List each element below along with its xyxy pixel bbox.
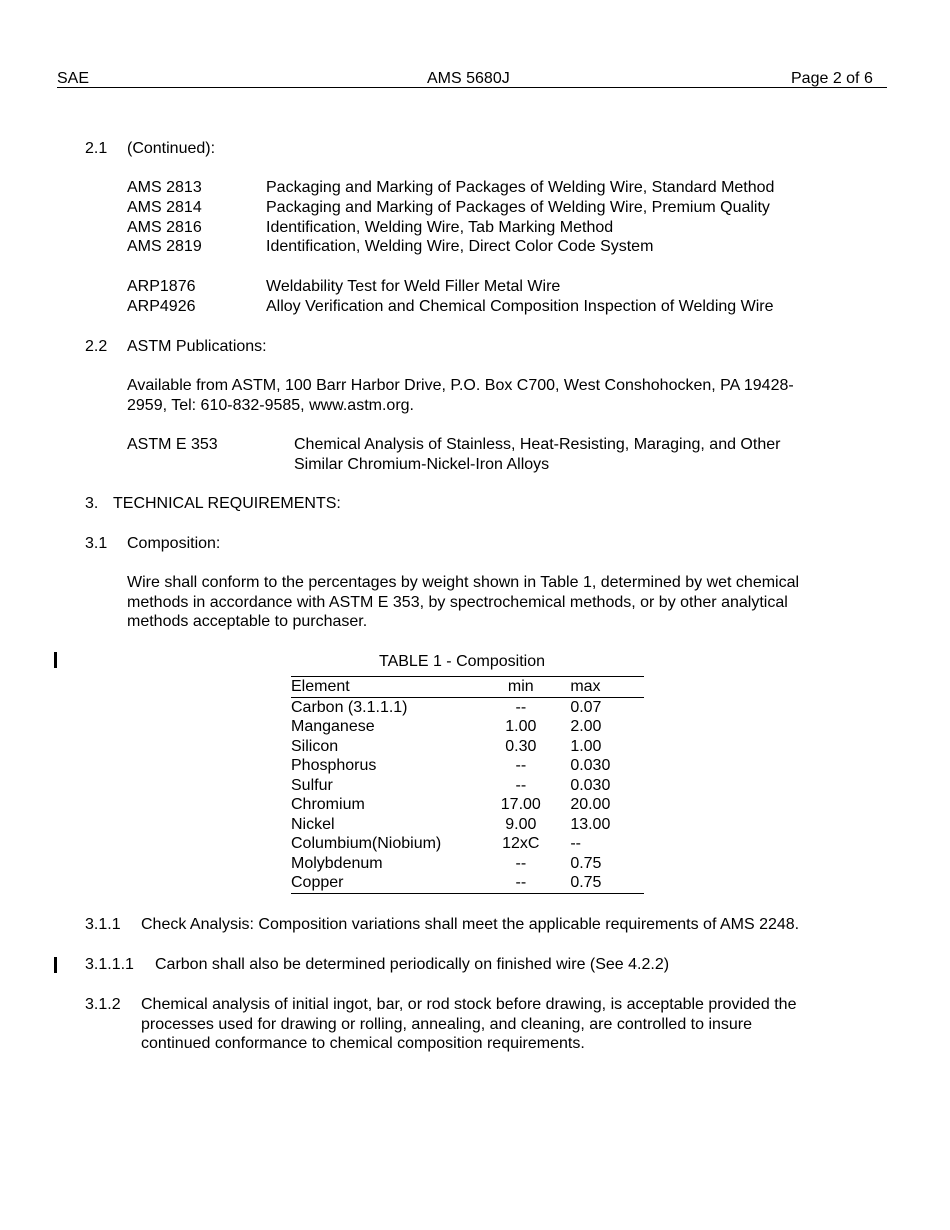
- reference-code: AMS 2816: [127, 219, 202, 236]
- cell-max: 0.030: [570, 776, 611, 794]
- reference-code: ARP1876: [127, 278, 196, 295]
- cell-min: 0.30: [505, 737, 537, 755]
- reference-title: Weldability Test for Weld Filler Metal Wire: [266, 278, 561, 295]
- cell-max: 0.07: [570, 698, 602, 716]
- table-row: [291, 873, 644, 893]
- cell-element: Molybdenum: [291, 854, 383, 872]
- cell-min: --: [515, 854, 527, 872]
- section-2-2-number: 2.2: [85, 338, 108, 355]
- astm-reference-title-line-1: Chemical Analysis of Stainless, Heat-Resisting, Maraging, and Other: [294, 436, 781, 453]
- cell-min: 9.00: [505, 815, 537, 833]
- section-3-1-1-1-text: Carbon shall also be determined periodically on finished wire (See 4.2.2): [155, 956, 670, 973]
- cell-element: Chromium: [291, 796, 365, 813]
- cell-element: Silicon: [291, 737, 339, 755]
- section-3-title: TECHNICAL REQUIREMENTS:: [113, 495, 341, 512]
- reference-title: Packaging and Marking of Packages of Welding Wire, Premium Quality: [266, 199, 770, 216]
- cell-max: 2.00: [570, 718, 602, 735]
- cell-element: Carbon (3.1.1.1): [291, 698, 408, 716]
- section-3-1-title: Composition:: [127, 535, 221, 552]
- astm-address-line-2: 2959, Tel: 610-832-9585, www.astm.org.: [127, 397, 414, 414]
- reference-title: Identification, Welding Wire, Tab Marking Method: [266, 219, 614, 236]
- cell-element: Nickel: [291, 815, 335, 833]
- reference-title: Identification, Welding Wire, Direct Color Code System: [266, 238, 654, 255]
- column-header-max: max: [556, 677, 644, 698]
- cell-element: Phosphorus: [291, 757, 377, 774]
- cell-max: 0.75: [570, 854, 602, 872]
- section-3-number: 3.: [85, 495, 99, 512]
- cell-min: --: [515, 757, 527, 774]
- section-2-2-title: ASTM Publications:: [127, 338, 267, 355]
- table-header-row: [291, 677, 644, 698]
- section-3-1-1-text: Check Analysis: Composition variations shall meet the applicable requirements of AMS 2248.: [141, 916, 800, 933]
- section-3-1-2-line-3: continued conformance to chemical composition requirements.: [141, 1035, 585, 1052]
- header-rule: [57, 87, 887, 88]
- reference-code: AMS 2819: [127, 238, 202, 255]
- header-page-number: Page 2 of 6: [791, 70, 873, 87]
- table-row: [291, 717, 644, 737]
- cell-max: 20.00: [570, 796, 611, 813]
- table-row: [291, 854, 644, 874]
- table-row: [291, 834, 644, 854]
- astm-reference-title-line-2: Similar Chromium-Nickel-Iron Alloys: [294, 456, 550, 473]
- cell-element: Copper: [291, 874, 344, 891]
- table-row: [291, 795, 644, 815]
- section-3-1-2-line-1: Chemical analysis of initial ingot, bar, or rod stock before drawing, is acceptable provided the: [141, 996, 797, 1013]
- composition-paragraph-line-1: Wire shall conform to the percentages by weight shown in Table 1, determined by wet chemical: [127, 574, 800, 591]
- cell-element: Columbium(Niobium): [291, 835, 442, 852]
- revision-change-bar: [54, 957, 57, 973]
- revision-change-bar: [54, 652, 57, 668]
- header-doc-number: AMS 5680J: [427, 70, 510, 87]
- cell-min: --: [515, 874, 527, 891]
- section-2-1-number: 2.1: [85, 140, 108, 157]
- cell-max: 1.00: [570, 737, 602, 755]
- section-3-1-1-1-number: 3.1.1.1: [85, 956, 134, 973]
- cell-min: --: [515, 776, 527, 794]
- reference-code: ARP4926: [127, 298, 196, 315]
- cell-max: 13.00: [570, 815, 611, 833]
- reference-title: Packaging and Marking of Packages of Welding Wire, Standard Method: [266, 179, 775, 196]
- reference-code: AMS 2814: [127, 199, 202, 216]
- cell-max: --: [570, 835, 581, 852]
- section-2-1-title: (Continued):: [127, 140, 216, 157]
- cell-max: 0.030: [570, 757, 611, 774]
- table-row: [291, 815, 644, 835]
- reference-title: Alloy Verification and Chemical Composition Inspection of Welding Wire: [266, 298, 774, 315]
- cell-min: 17.00: [500, 796, 541, 813]
- reference-code: AMS 2813: [127, 179, 202, 196]
- cell-min: --: [515, 698, 527, 716]
- astm-address-line-1: Available from ASTM, 100 Barr Harbor Drive, P.O. Box C700, West Conshohocken, PA 19428-: [127, 377, 794, 394]
- section-3-1-2-number: 3.1.2: [85, 996, 121, 1013]
- section-3-1-1-number: 3.1.1: [85, 916, 121, 933]
- table-row: [291, 776, 644, 796]
- header-org: SAE: [57, 70, 90, 87]
- section-3-1-number: 3.1: [85, 535, 108, 552]
- table-row: [291, 737, 644, 757]
- cell-min: 12xC: [502, 835, 540, 852]
- astm-reference-code: ASTM E 353: [127, 436, 218, 453]
- table-row: [291, 697, 644, 717]
- cell-element: Sulfur: [291, 776, 333, 794]
- table-row: [291, 756, 644, 776]
- composition-table: [291, 676, 644, 894]
- cell-min: 1.00: [505, 718, 537, 735]
- column-header-min: min: [485, 677, 556, 698]
- composition-paragraph-line-2: methods in accordance with ASTM E 353, by spectrochemical methods, or by other analytical: [127, 594, 788, 611]
- cell-max: 0.75: [570, 874, 602, 891]
- cell-element: Manganese: [291, 718, 375, 735]
- composition-paragraph-line-3: methods acceptable to purchaser.: [127, 613, 368, 630]
- section-3-1-2-line-2: processes used for drawing or rolling, annealing, and cleaning, are controlled to insure: [141, 1016, 753, 1033]
- table-caption: TABLE 1 - Composition: [379, 653, 545, 670]
- column-header-element: Element: [291, 677, 485, 698]
